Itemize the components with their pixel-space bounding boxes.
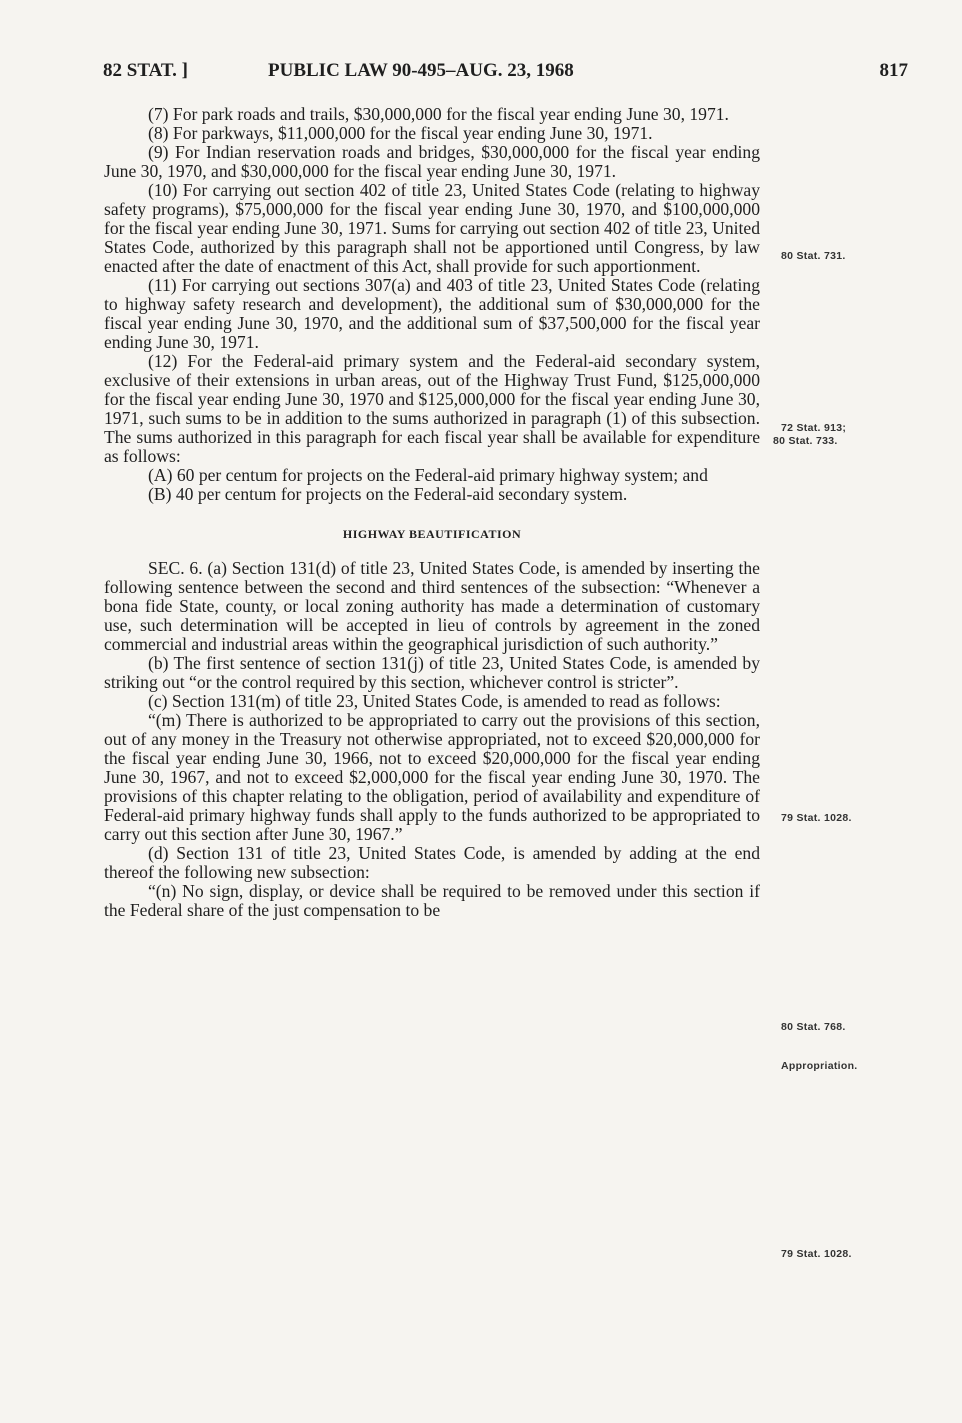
paragraph-9: (9) For Indian reservation roads and bridges, $30,000,000 for the fiscal year ending June 30, 1970, and $30,000,000 for the fiscal year ending June 30, 1971.	[104, 142, 760, 181]
section-heading: HIGHWAY BEAUTIFICATION	[342, 527, 522, 541]
paragraph-8: (8) For parkways, $11,000,000 for the fiscal year ending June 30, 1971.	[148, 123, 653, 143]
page-header	[103, 60, 908, 86]
margin-note: 79 Stat. 1028.	[781, 812, 852, 824]
subparagraph-b: (B) 40 per centum for projects on the Federal-aid secondary system.	[148, 484, 628, 504]
header-title: PUBLIC LAW 90-495–AUG. 23, 1968	[268, 60, 574, 81]
margin-note: 80 Stat. 731.	[781, 250, 846, 262]
section-6d: (d) Section 131 of title 23, United States Code, is amended by adding at the end thereof the following new subsection:	[104, 843, 760, 882]
paragraph-11: (11) For carrying out sections 307(a) and 403 of title 23, United States Code (relating to highway safety research and development), the additional sum of $30,000,000 for the fiscal year ending June 30, 1970, and the additional sum of $37,500,000 for the fiscal year ending June 30, 1971.	[104, 275, 760, 352]
paragraph-10: (10) For carrying out section 402 of title 23, United States Code (relating to highway safety programs), $75,000,000 for the fiscal year ending June 30, 1970, and $100,000,000 for the fiscal year ending June 30, 1971. Sums for carrying out section 402 of title 23, United States Code, authorized by this paragraph shall not be apportioned until Congress, by law enacted after the date of enactment of this Act, shall provide for such apportionment.	[104, 180, 760, 276]
quoted-subsection-m: “(m) There is authorized to be appropriated to carry out the provisions of this section, out of any money in the Treasury not otherwise appropriated, not to exceed $20,000,000 for the fiscal year ending June 30, 1966, not to exceed $20,000,000 for the fiscal year ending June 30, 1967, and not to exceed $2,000,000 for the fiscal year ending June 30, 1970. The provisions of this chapter relating to the obligation, period of availability and expenditure of Federal-aid primary highway funds shall apply to the funds authorized to be appropriated to carry out this section after June 30, 1967.”	[104, 710, 760, 844]
subparagraph-a: (A) 60 per centum for projects on the Federal-aid primary highway system; and	[148, 465, 708, 485]
section-6b: (b) The first sentence of section 131(j) of title 23, United States Code, is amended by striking out “or the control required by this section, whichever control is stricter”.	[104, 653, 760, 692]
margin-note: Appropriation.	[781, 1060, 858, 1072]
margin-note: 80 Stat. 733.	[773, 435, 838, 447]
paragraph-7: (7) For park roads and trails, $30,000,000 for the fiscal year ending June 30, 1971.	[148, 104, 729, 124]
section-6a: SEC. 6. (a) Section 131(d) of title 23, United States Code, is amended by inserting the following sentence between the second and third sentences of the subsection: “Whenever a bona fide State, county, or local zoning authority has made a determination of customary use, such determination will be accepted in lieu of controls by agreement in the zoned commercial and industrial areas within the geographical jurisdiction of such authority.”	[104, 558, 760, 654]
margin-note: 80 Stat. 768.	[781, 1021, 846, 1033]
body-text	[104, 105, 760, 920]
paragraph-12: (12) For the Federal-aid primary system and the Federal-aid secondary system, exclusive of their extensions in urban areas, out of the Highway Trust Fund, $125,000,000 for the fiscal year ending June 30, 1970 and $125,000,000 for the fiscal year ending June 30, 1971, such sums to be in addition to the sums authorized in paragraph (1) of this subsection. The sums authorized in this paragraph for each fiscal year shall be available for expenditure as follows:	[104, 351, 760, 466]
section-6c: (c) Section 131(m) of title 23, United States Code, is amended to read as follows:	[148, 691, 721, 711]
margin-note: 72 Stat. 913;	[781, 422, 847, 434]
header-statute-ref: 82 STAT. ]	[103, 60, 188, 81]
margin-note: 79 Stat. 1028.	[781, 1248, 852, 1260]
quoted-subsection-n: “(n) No sign, display, or device shall be required to be removed under this section if the Federal share of the just compensation to be	[104, 881, 760, 920]
page-number: 817	[879, 60, 908, 81]
